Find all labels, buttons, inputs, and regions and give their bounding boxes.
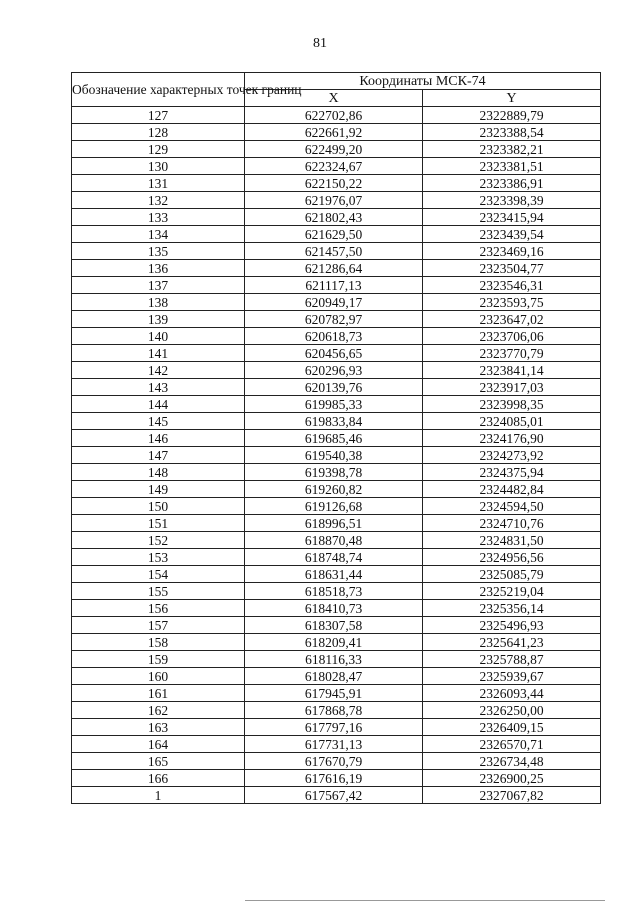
table-row: [72, 447, 601, 464]
cell-point: 165: [72, 753, 245, 770]
cell-x: 618631,44: [245, 566, 423, 583]
cell-point: 149: [72, 481, 245, 498]
cell-point: 151: [72, 515, 245, 532]
cell-x: 619260,82: [245, 481, 423, 498]
table-row: [72, 532, 601, 549]
cell-x: 617797,16: [245, 719, 423, 736]
table-row: [72, 668, 601, 685]
cell-y: 2324375,94: [423, 464, 601, 481]
table-row: [72, 141, 601, 158]
cell-point: 132: [72, 192, 245, 209]
cell-point: 131: [72, 175, 245, 192]
cell-point: 158: [72, 634, 245, 651]
cell-y: 2325496,93: [423, 617, 601, 634]
table-row: [72, 345, 601, 362]
table-row: [72, 226, 601, 243]
cell-point: 144: [72, 396, 245, 413]
table-row: [72, 515, 601, 532]
table-row: [72, 124, 601, 141]
cell-point: 140: [72, 328, 245, 345]
table-row: [72, 379, 601, 396]
table-row: [72, 634, 601, 651]
cell-point: 162: [72, 702, 245, 719]
cell-y: 2323647,02: [423, 311, 601, 328]
cell-point: 160: [72, 668, 245, 685]
cell-x: 621457,50: [245, 243, 423, 260]
cell-point: 152: [72, 532, 245, 549]
cell-point: 143: [72, 379, 245, 396]
table-row: [72, 600, 601, 617]
cell-x: 620949,17: [245, 294, 423, 311]
table-row: [72, 294, 601, 311]
cell-point: 135: [72, 243, 245, 260]
cell-point: 150: [72, 498, 245, 515]
table-row: [72, 719, 601, 736]
bottom-rule: [245, 900, 605, 901]
cell-point: 153: [72, 549, 245, 566]
cell-y: 2325085,79: [423, 566, 601, 583]
cell-x: 619398,78: [245, 464, 423, 481]
cell-x: 617616,19: [245, 770, 423, 787]
cell-point: 156: [72, 600, 245, 617]
cell-point: 155: [72, 583, 245, 600]
cell-y: 2324831,50: [423, 532, 601, 549]
coordinates-column-header: Координаты МСК-74: [245, 73, 601, 90]
cell-x: 618116,33: [245, 651, 423, 668]
cell-x: 619685,46: [245, 430, 423, 447]
table-row: [72, 413, 601, 430]
cell-point: 127: [72, 107, 245, 124]
cell-y: 2323504,77: [423, 260, 601, 277]
cell-y: 2326093,44: [423, 685, 601, 702]
table-row: [72, 192, 601, 209]
cell-point: 154: [72, 566, 245, 583]
cell-x: 621802,43: [245, 209, 423, 226]
cell-x: 618748,74: [245, 549, 423, 566]
cell-x: 618996,51: [245, 515, 423, 532]
cell-point: 129: [72, 141, 245, 158]
table-row: [72, 243, 601, 260]
table-row: [72, 651, 601, 668]
table-row: [72, 685, 601, 702]
cell-x: 620139,76: [245, 379, 423, 396]
cell-y: 2326900,25: [423, 770, 601, 787]
cell-x: 621117,13: [245, 277, 423, 294]
cell-point: 141: [72, 345, 245, 362]
cell-y: 2326734,48: [423, 753, 601, 770]
table-row: [72, 549, 601, 566]
cell-y: 2324273,92: [423, 447, 601, 464]
cell-x: 618307,58: [245, 617, 423, 634]
cell-x: 618028,47: [245, 668, 423, 685]
cell-y: 2323386,91: [423, 175, 601, 192]
table-row: [72, 770, 601, 787]
cell-y: 2323381,51: [423, 158, 601, 175]
cell-x: 617567,42: [245, 787, 423, 804]
cell-x: 622150,22: [245, 175, 423, 192]
cell-x: 621286,64: [245, 260, 423, 277]
cell-x: 618410,73: [245, 600, 423, 617]
cell-x: 619985,33: [245, 396, 423, 413]
cell-y: 2323770,79: [423, 345, 601, 362]
cell-y: 2325219,04: [423, 583, 601, 600]
cell-x: 617868,78: [245, 702, 423, 719]
table-row: [72, 260, 601, 277]
table-row: [72, 277, 601, 294]
cell-point: 145: [72, 413, 245, 430]
cell-point: 139: [72, 311, 245, 328]
table-row: [72, 583, 601, 600]
cell-y: 2324594,50: [423, 498, 601, 515]
cell-y: 2322889,79: [423, 107, 601, 124]
table-row: [72, 107, 601, 124]
cell-y: 2323593,75: [423, 294, 601, 311]
table-row: [72, 328, 601, 345]
cell-x: 620618,73: [245, 328, 423, 345]
cell-y: 2323469,16: [423, 243, 601, 260]
x-column-header: X: [245, 90, 423, 107]
cell-x: 621629,50: [245, 226, 423, 243]
cell-point: 128: [72, 124, 245, 141]
cell-point: 163: [72, 719, 245, 736]
table-row: [72, 158, 601, 175]
cell-point: 1: [72, 787, 245, 804]
cell-x: 619126,68: [245, 498, 423, 515]
cell-point: 142: [72, 362, 245, 379]
cell-y: 2323398,39: [423, 192, 601, 209]
cell-y: 2324710,76: [423, 515, 601, 532]
cell-x: 620782,97: [245, 311, 423, 328]
cell-x: 617945,91: [245, 685, 423, 702]
cell-x: 619833,84: [245, 413, 423, 430]
cell-y: 2323546,31: [423, 277, 601, 294]
table-row: [72, 498, 601, 515]
cell-point: 161: [72, 685, 245, 702]
cell-x: 620456,65: [245, 345, 423, 362]
cell-x: 622324,67: [245, 158, 423, 175]
cell-point: 157: [72, 617, 245, 634]
cell-point: 166: [72, 770, 245, 787]
table-row: [72, 362, 601, 379]
table-header-row: [72, 73, 601, 90]
table-row: [72, 396, 601, 413]
table-row: [72, 481, 601, 498]
y-column-header: Y: [423, 90, 601, 107]
cell-x: 620296,93: [245, 362, 423, 379]
cell-point: 138: [72, 294, 245, 311]
table-row: [72, 702, 601, 719]
page-number: 81: [313, 36, 327, 51]
cell-x: 622702,86: [245, 107, 423, 124]
cell-y: 2326409,15: [423, 719, 601, 736]
cell-y: 2323917,03: [423, 379, 601, 396]
cell-y: 2324482,84: [423, 481, 601, 498]
cell-point: 159: [72, 651, 245, 668]
points-column-header: Обозначение характерных точек границ: [72, 73, 245, 107]
cell-y: 2326570,71: [423, 736, 601, 753]
cell-point: 136: [72, 260, 245, 277]
cell-x: 617670,79: [245, 753, 423, 770]
coordinates-table: [71, 72, 601, 804]
cell-x: 618870,48: [245, 532, 423, 549]
cell-y: 2325356,14: [423, 600, 601, 617]
table-row: [72, 209, 601, 226]
table-row: [72, 464, 601, 481]
cell-y: 2326250,00: [423, 702, 601, 719]
table-row: [72, 753, 601, 770]
cell-y: 2325788,87: [423, 651, 601, 668]
table-row: [72, 617, 601, 634]
cell-x: 617731,13: [245, 736, 423, 753]
table-row: [72, 566, 601, 583]
cell-point: 137: [72, 277, 245, 294]
cell-y: 2323706,06: [423, 328, 601, 345]
cell-x: 622499,20: [245, 141, 423, 158]
table-row: [72, 787, 601, 804]
cell-y: 2323998,35: [423, 396, 601, 413]
cell-point: 130: [72, 158, 245, 175]
cell-y: 2325939,67: [423, 668, 601, 685]
cell-x: 619540,38: [245, 447, 423, 464]
cell-y: 2324085,01: [423, 413, 601, 430]
cell-y: 2324956,56: [423, 549, 601, 566]
cell-point: 164: [72, 736, 245, 753]
cell-point: 133: [72, 209, 245, 226]
cell-y: 2323415,94: [423, 209, 601, 226]
cell-x: 621976,07: [245, 192, 423, 209]
cell-point: 148: [72, 464, 245, 481]
cell-x: 622661,92: [245, 124, 423, 141]
table-row: [72, 736, 601, 753]
cell-y: 2323382,21: [423, 141, 601, 158]
cell-point: 134: [72, 226, 245, 243]
cell-y: 2323388,54: [423, 124, 601, 141]
cell-x: 618209,41: [245, 634, 423, 651]
cell-y: 2324176,90: [423, 430, 601, 447]
table-row: [72, 311, 601, 328]
table-row: [72, 175, 601, 192]
cell-x: 618518,73: [245, 583, 423, 600]
cell-y: 2323439,54: [423, 226, 601, 243]
table-row: [72, 430, 601, 447]
cell-point: 147: [72, 447, 245, 464]
cell-y: 2325641,23: [423, 634, 601, 651]
cell-y: 2323841,14: [423, 362, 601, 379]
cell-y: 2327067,82: [423, 787, 601, 804]
table-body: [72, 107, 601, 804]
cell-point: 146: [72, 430, 245, 447]
